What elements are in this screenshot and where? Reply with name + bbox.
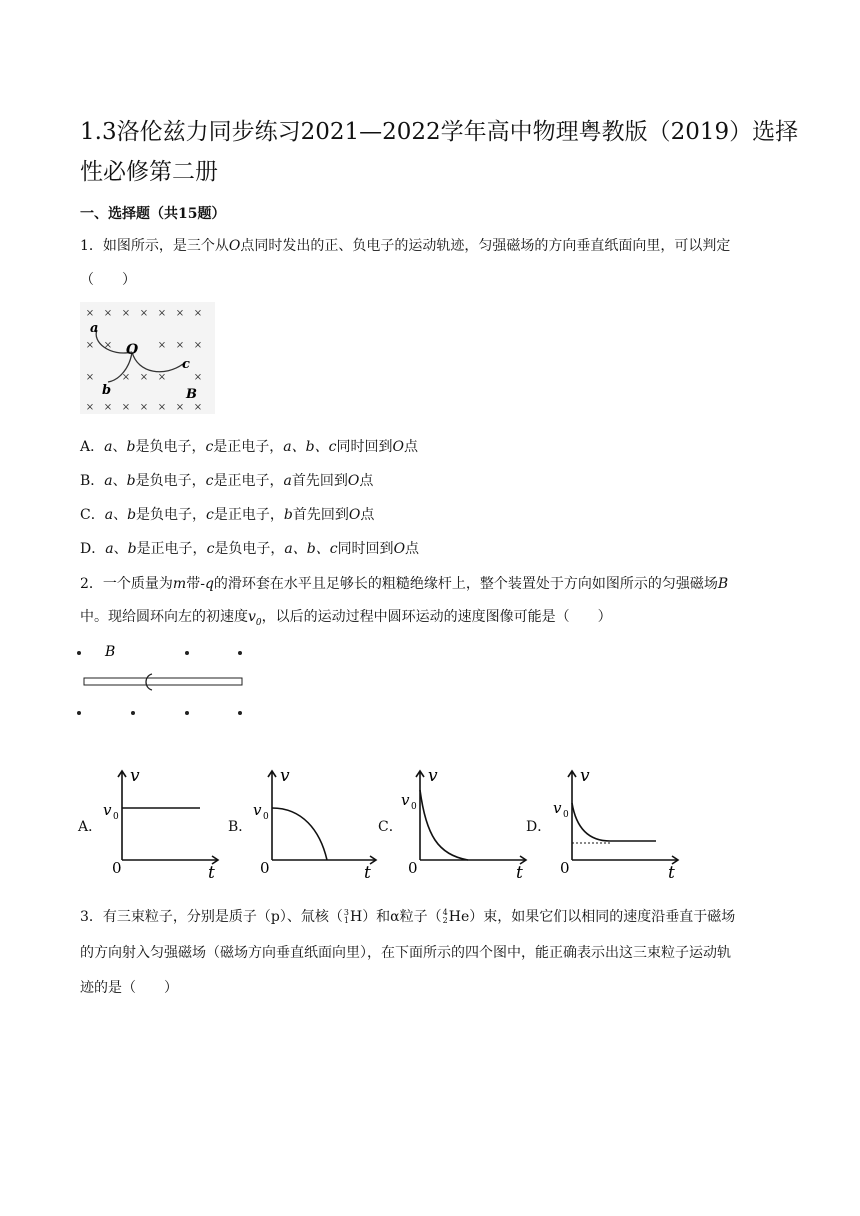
graph-a-label[interactable]: A． <box>78 819 103 835</box>
label-B: B <box>105 644 116 660</box>
question-2-stem-line-2: 中。现给圆环向左的初速度$v_0$，以后的运动过程中圆环运动的速度图像可能是（ ） <box>80 609 612 628</box>
section-heading: 一、选择题（共15题） <box>80 206 226 222</box>
svg-text:t: t <box>364 863 371 880</box>
svg-text:v: v <box>130 766 140 786</box>
svg-text:v: v <box>253 801 262 819</box>
graph-b[interactable] <box>250 765 385 880</box>
svg-text:0: 0 <box>408 859 418 877</box>
insulating-rod <box>84 678 242 685</box>
label-O: O <box>126 342 139 358</box>
svg-text:×: × <box>121 402 131 413</box>
label-B: B <box>186 387 197 402</box>
graph-a[interactable] <box>100 765 225 880</box>
svg-text:0: 0 <box>260 859 270 877</box>
question-1-option-b[interactable]: B．a、b是负电子，c是正电子，a首先回到O点 <box>80 473 374 489</box>
question-2-figure <box>72 640 252 720</box>
svg-text:×: × <box>193 372 203 383</box>
graph-d[interactable] <box>550 765 685 880</box>
label-a: a <box>90 321 99 336</box>
svg-text:×: × <box>85 340 95 351</box>
svg-text:×: × <box>85 402 95 413</box>
svg-text:×: × <box>85 308 95 319</box>
svg-text:0: 0 <box>563 810 569 820</box>
svg-text:×: × <box>157 402 167 413</box>
svg-text:×: × <box>193 340 203 351</box>
svg-text:×: × <box>103 340 113 351</box>
graph-d-label[interactable]: D． <box>526 819 552 835</box>
svg-text:×: × <box>193 308 203 319</box>
question-1-paren: （ ） <box>80 272 136 288</box>
helium-isotope-notation: 4 2 <box>442 908 448 925</box>
graph-d-curve <box>572 803 656 841</box>
graph-b-curve <box>272 808 327 860</box>
question-1-stem: 1．如图所示，是三个从O点同时发出的正、负电子的运动轨迹，匀强磁场的方向垂直纸面向里，可以判定 <box>80 238 731 254</box>
svg-text:v: v <box>428 766 438 786</box>
question-3-stem-line-2: 的方向射入匀强磁场（磁场方向垂直纸面向里），在下面所示的四个图中，能正确表示出这三束粒子运动轨 <box>80 945 731 961</box>
svg-text:t: t <box>516 863 523 880</box>
svg-text:×: × <box>103 402 113 413</box>
svg-text:×: × <box>85 372 95 383</box>
svg-text:×: × <box>175 402 185 413</box>
svg-text:×: × <box>121 372 131 383</box>
svg-text:×: × <box>103 308 113 319</box>
svg-text:0: 0 <box>112 859 122 877</box>
svg-text:×: × <box>175 308 185 319</box>
svg-text:×: × <box>157 340 167 351</box>
svg-text:v: v <box>401 791 410 809</box>
question-1-option-a[interactable]: A．a、b是负电子，c是正电子，a、b、c同时回到O点 <box>80 439 418 455</box>
svg-text:×: × <box>139 308 149 319</box>
label-c: c <box>182 357 190 372</box>
graph-c[interactable] <box>398 765 533 880</box>
question-3-stem-line-3: 迹的是（ ） <box>80 980 178 996</box>
svg-text:v: v <box>580 766 590 786</box>
svg-text:×: × <box>139 372 149 383</box>
graph-c-curve <box>420 790 468 860</box>
question-1-option-d[interactable]: D．a、b是正电子，c是负电子，a、b、c同时回到O点 <box>80 541 420 557</box>
svg-text:×: × <box>157 308 167 319</box>
svg-text:v: v <box>103 801 112 819</box>
svg-text:t: t <box>208 863 215 880</box>
svg-text:×: × <box>139 402 149 413</box>
question-2-stem-line-1: 2．一个质量为m带-q的滑环套在水平且足够长的粗糙绝缘杆上，整个装置处于方向如图所示的匀强磁场B <box>80 576 729 592</box>
magnetic-field-dots <box>77 651 242 715</box>
tritium-isotope-notation: 3 1 <box>343 908 349 925</box>
label-b: b <box>102 383 112 398</box>
question-1-option-c[interactable]: C．a、b是负电子，c是正电子，b首先回到O点 <box>80 507 375 523</box>
question-3-stem-line-1: 3．有三束粒子，分别是质子（p）、氚核（ 3 1 H）和α粒子（ 4 2 He）束，如果它们以相同的速度沿垂直于磁场 <box>80 908 736 925</box>
svg-text:×: × <box>157 372 167 383</box>
svg-text:0: 0 <box>560 859 570 877</box>
question-1-figure <box>80 302 215 414</box>
graph-c-label[interactable]: C． <box>378 819 403 835</box>
svg-text:×: × <box>193 402 203 413</box>
svg-text:×: × <box>175 340 185 351</box>
svg-text:×: × <box>121 308 131 319</box>
sliding-ring <box>146 674 152 690</box>
svg-text:0: 0 <box>411 802 417 812</box>
svg-text:0: 0 <box>263 812 269 822</box>
svg-text:v: v <box>280 766 290 786</box>
svg-text:t: t <box>668 863 675 880</box>
svg-text:0: 0 <box>113 812 119 822</box>
graph-b-label[interactable]: B． <box>228 819 253 835</box>
document-title: 1.3洛伦兹力同步练习2021—2022学年高中物理粤教版（2019）选择性必修第二册 <box>80 119 799 185</box>
svg-text:v: v <box>553 799 562 817</box>
